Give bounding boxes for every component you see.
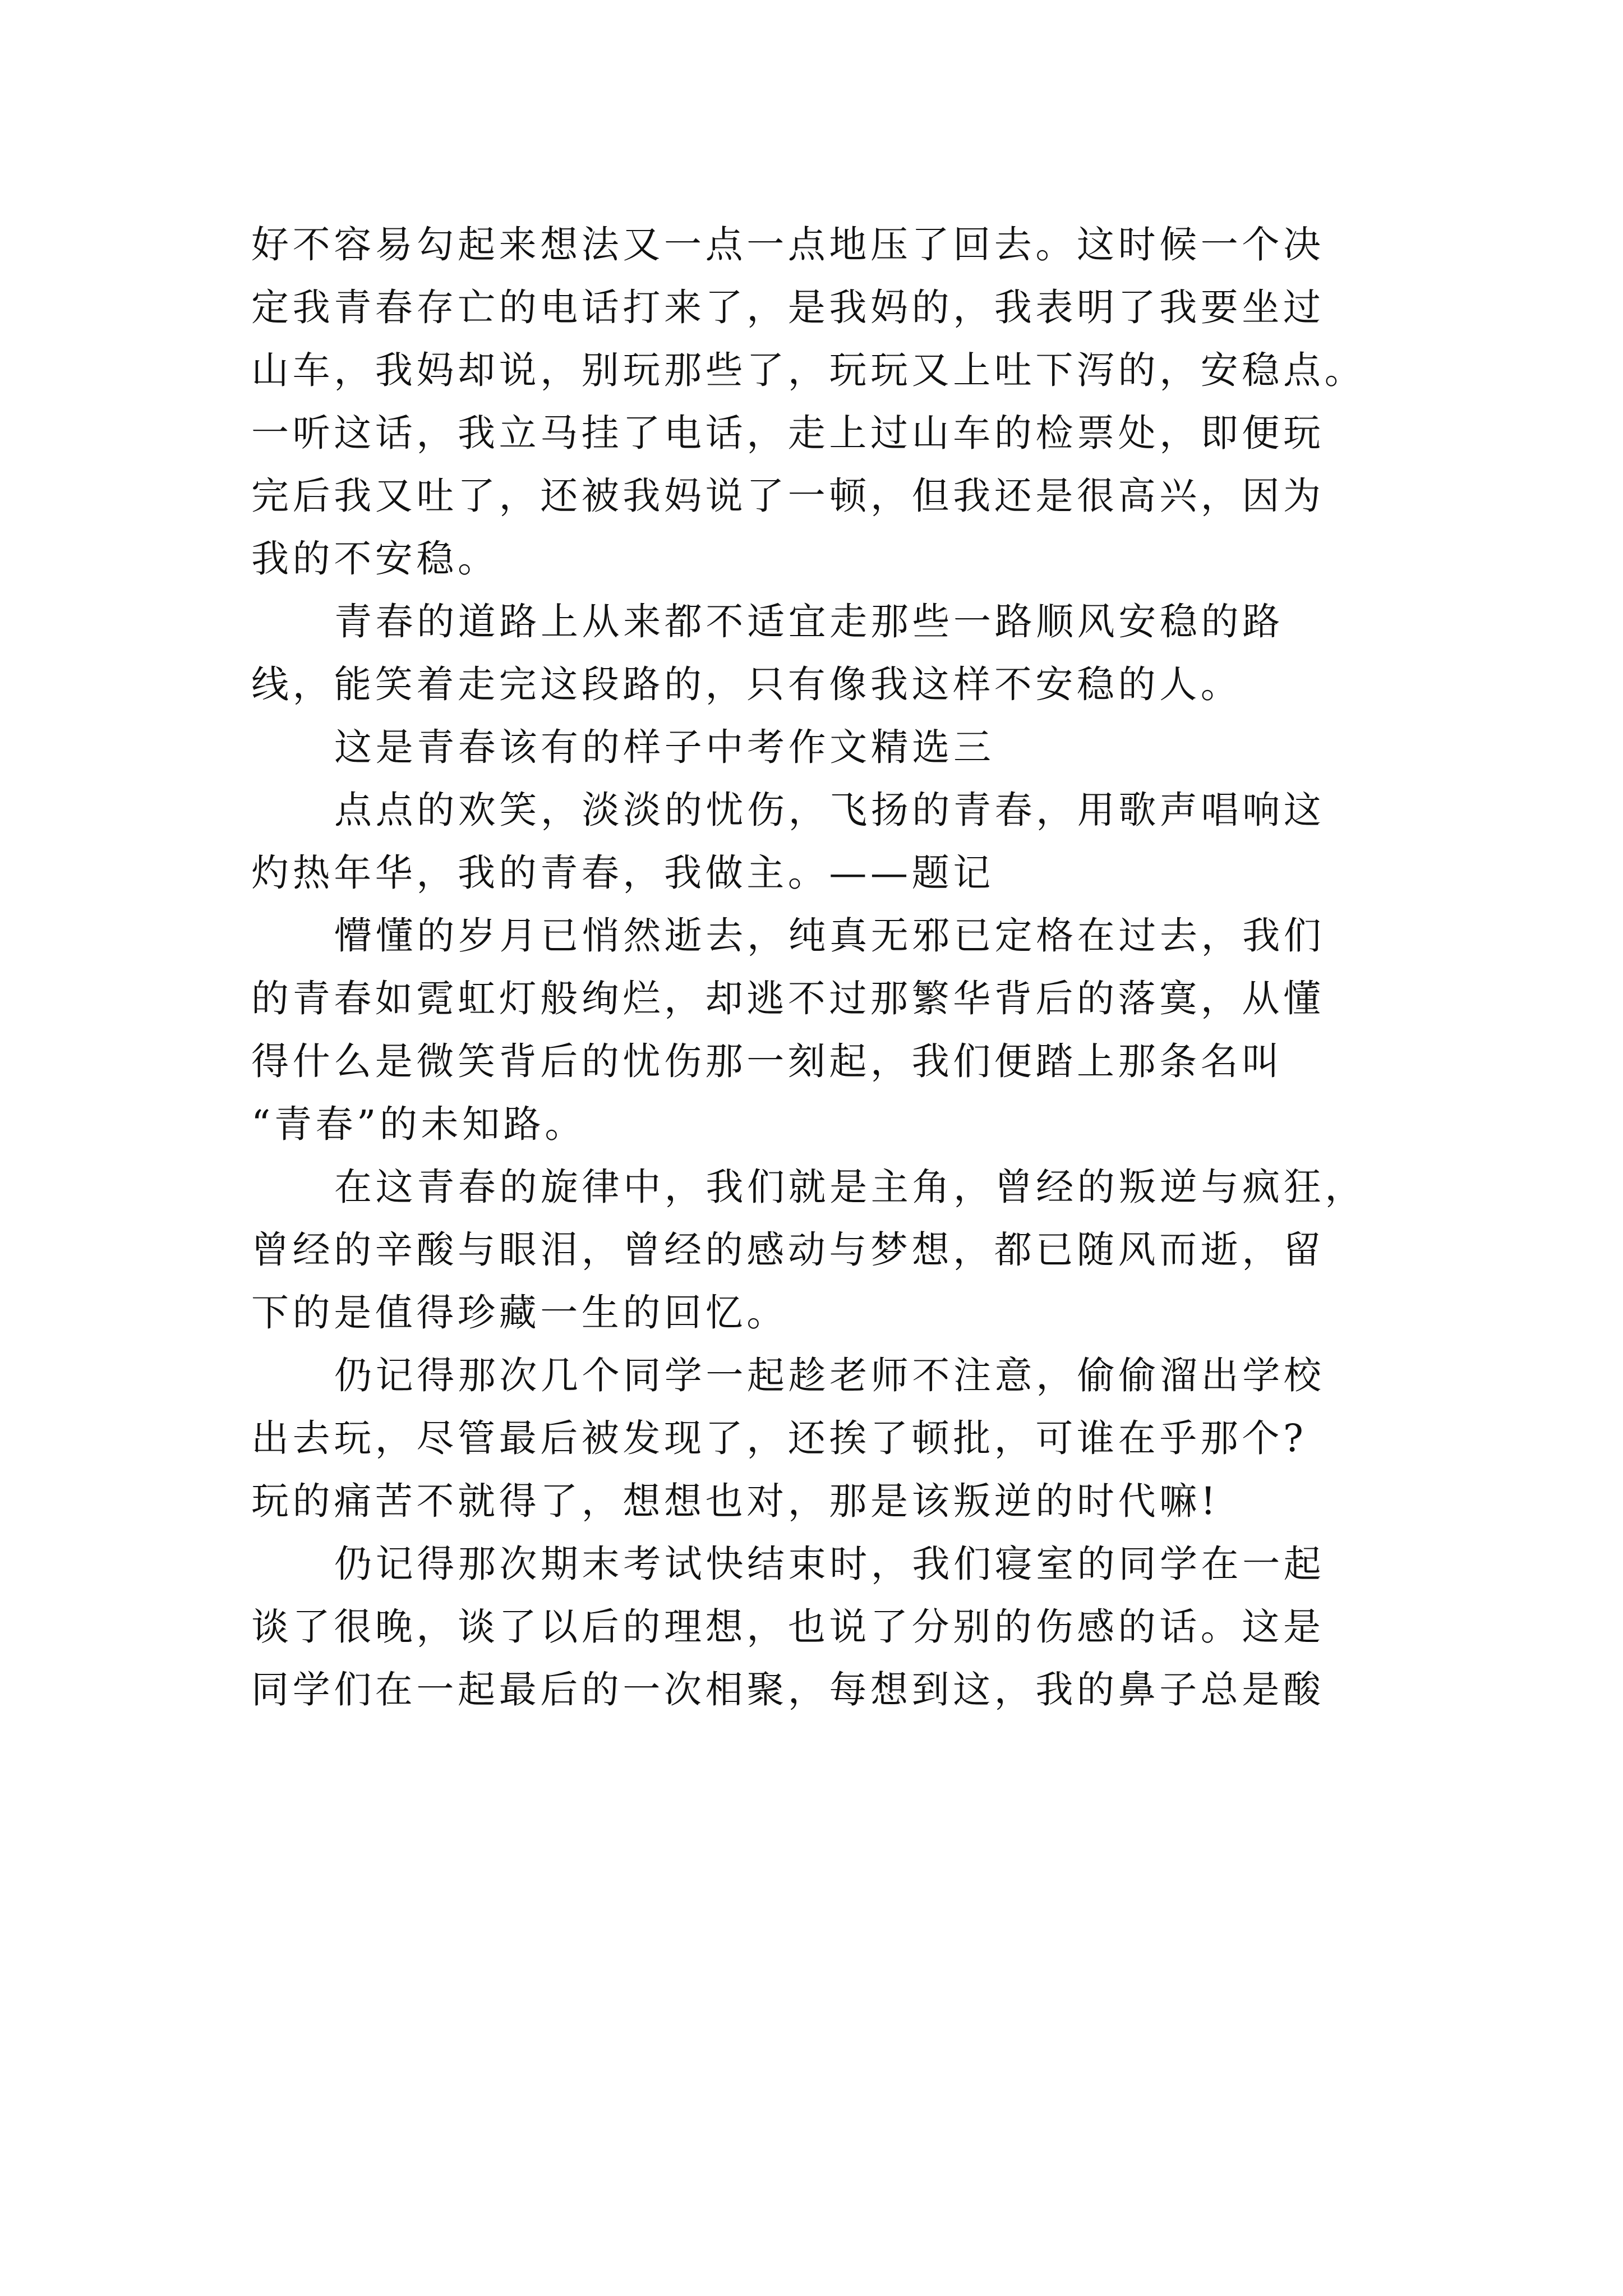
paragraph-2: [251, 590, 1390, 716]
paragraph-1-line-2: 定我青春存亡的电话打来了，是我妈的，我表明了我要坐过: [251, 286, 1325, 329]
paragraph-1-line-1: 好不容易勾起来想法又一点一点地压了回去。这时候一个决: [251, 223, 1325, 266]
paragraph-1-line-5: 完后我又吐了，还被我妈说了一顿，但我还是很高兴，因为: [251, 474, 1325, 518]
paragraph-7-line-1: 仍记得那次几个同学一起趁老师不注意，偷偷溜出学校: [334, 1354, 1325, 1397]
paragraph-4-line-1: 点点的欢笑，淡淡的忧伤，飞扬的青春，用歌声唱响这: [334, 788, 1325, 832]
paragraph-7: [251, 1344, 1390, 1533]
paragraph-5-line-4: “青春”的未知路。: [251, 1102, 586, 1146]
paragraph-1: [251, 213, 1390, 590]
paragraph-6-line-3: 下的是值得珍藏一生的回忆。: [251, 1291, 788, 1335]
paragraph-8-line-1: 仍记得那次期末考试快结束时，我们寝室的同学在一起: [334, 1542, 1325, 1586]
paragraph-3-heading: [251, 716, 1390, 779]
paragraph-5: [251, 904, 1390, 1156]
paragraph-5-line-1: 懵懂的岁月已悄然逝去，纯真无邪已定格在过去，我们: [334, 914, 1325, 958]
document-body: [251, 213, 1390, 1721]
paragraph-1-line-3: 山车，我妈却说，别玩那些了，玩玩又上吐下泻的，安稳点。: [251, 348, 1366, 392]
paragraph-8-line-3: 同学们在一起最后的一次相聚，每想到这，我的鼻子总是酸: [251, 1668, 1325, 1711]
paragraph-1-line-6: 我的不安稳。: [251, 537, 499, 581]
paragraph-3-line-1: 这是青春该有的样子中考作文精选三: [334, 725, 995, 769]
paragraph-5-line-2: 的青春如霓虹灯般绚烂，却逃不过那繁华背后的落寞，从懂: [251, 977, 1325, 1020]
paragraph-6-line-2: 曾经的辛酸与眼泪，曾经的感动与梦想，都已随风而逝，留: [251, 1228, 1325, 1272]
paragraph-2-line-2: 线，能笑着走完这段路的，只有像我这样不安稳的人。: [251, 662, 1242, 706]
paragraph-5-line-3: 得什么是微笑背后的忧伤那一刻起，我们便踏上那条名叫: [251, 1039, 1283, 1083]
paragraph-4: [251, 779, 1390, 904]
paragraph-1-line-4: 一听这话，我立马挂了电话，走上过山车的检票处，即便玩: [251, 411, 1325, 455]
paragraph-6-line-1: 在这青春的旋律中，我们就是主角，曾经的叛逆与疯狂，: [334, 1165, 1366, 1209]
paragraph-4-line-2: 灼热年华，我的青春，我做主。——题记: [251, 851, 994, 895]
paragraph-7-line-2: 出去玩，尽管最后被发现了，还挨了顿批，可谁在乎那个?: [251, 1416, 1307, 1460]
paragraph-2-line-1: 青春的道路上从来都不适宜走那些一路顺风安稳的路: [334, 600, 1284, 643]
paragraph-8: [251, 1533, 1390, 1721]
paragraph-8-line-2: 谈了很晚，谈了以后的理想，也说了分别的伤感的话。这是: [251, 1605, 1325, 1649]
paragraph-7-line-3: 玩的痛苦不就得了，想想也对，那是该叛逆的时代嘛!: [251, 1479, 1220, 1523]
paragraph-6: [251, 1156, 1390, 1344]
